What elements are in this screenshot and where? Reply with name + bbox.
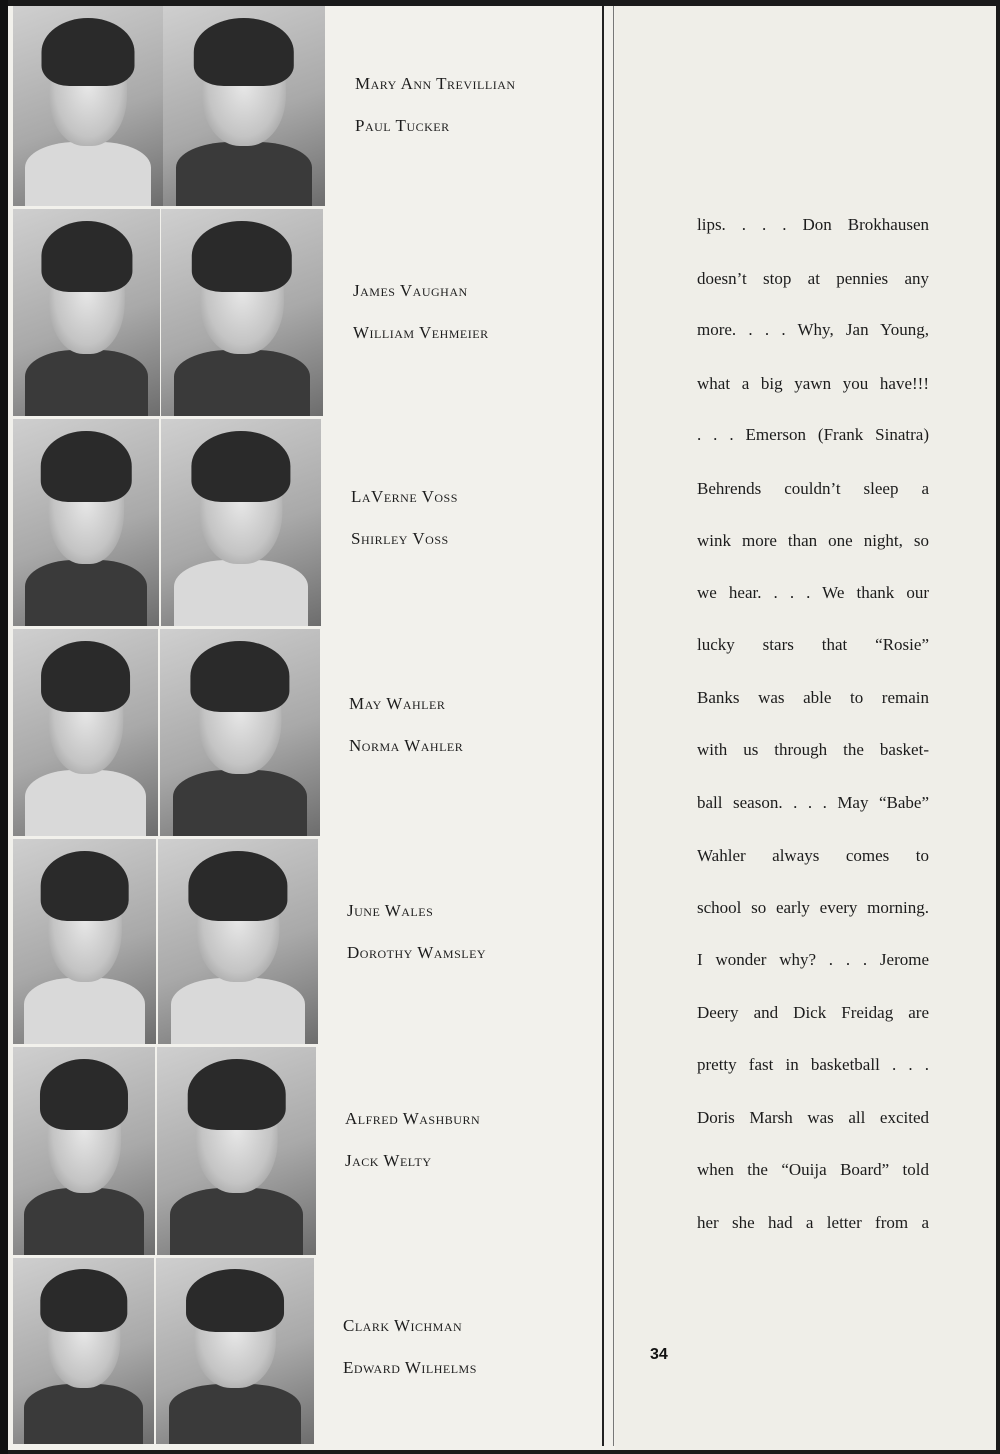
- portrait-dorothy-wamsley: [158, 839, 318, 1044]
- column-line: I wonder why? . . . Jerome: [697, 950, 929, 969]
- binding-edge: [0, 0, 8, 1454]
- column-line: Banks was able to remain: [697, 688, 929, 707]
- student-name: LaVerne Voss: [351, 487, 458, 506]
- column-line: wink more than one night, so: [697, 531, 929, 550]
- student-name: Edward Wilhelms: [343, 1358, 477, 1377]
- column-line: Deery and Dick Freidag are: [697, 1003, 929, 1022]
- student-name: Jack Welty: [345, 1151, 432, 1170]
- portrait-william-vehmeier: [161, 209, 323, 416]
- portrait-mary-ann-trevillian: [13, 6, 163, 206]
- portrait-shirley-voss: [161, 419, 321, 626]
- column-line: with us through the basket-: [697, 740, 929, 759]
- portrait-laverne-voss: [13, 419, 159, 626]
- column-line: we hear. . . . We thank our: [697, 583, 929, 602]
- page-fold: [602, 6, 604, 1446]
- student-name: Alfred Washburn: [345, 1109, 481, 1128]
- student-name: Dorothy Wamsley: [347, 943, 487, 962]
- column-line: Wahler always comes to: [697, 846, 929, 865]
- column-line: ball season. . . . May “Babe”: [697, 793, 929, 812]
- column-line: what a big yawn you have!!!: [697, 374, 929, 393]
- student-name: James Vaughan: [353, 281, 468, 300]
- portrait-paul-tucker: [163, 6, 325, 206]
- student-name: William Vehmeier: [353, 323, 489, 342]
- portrait-james-vaughan: [13, 209, 160, 416]
- portrait-june-wales: [13, 839, 156, 1044]
- column-line: her she had a letter from a: [697, 1213, 929, 1232]
- page-fold-shadow: [613, 6, 614, 1446]
- column-line: more. . . . Why, Jan Young,: [697, 320, 929, 339]
- column-line: Doris Marsh was all excited: [697, 1108, 929, 1127]
- column-line: pretty fast in basketball . . .: [697, 1055, 929, 1074]
- portrait-norma-wahler: [160, 629, 320, 836]
- page-number: 34: [650, 1346, 668, 1363]
- student-name: Mary Ann Trevillian: [355, 74, 516, 93]
- column-line: when the “Ouija Board” told: [697, 1160, 929, 1179]
- student-name: Clark Wichman: [343, 1316, 463, 1335]
- portrait-clark-wichman: [13, 1258, 154, 1444]
- portrait-may-wahler: [13, 629, 158, 836]
- column-line: . . . Emerson (Frank Sinatra): [697, 425, 929, 444]
- column-line: lips. . . . Don Brokhausen: [697, 215, 929, 234]
- student-name: June Wales: [347, 901, 434, 920]
- column-line: school so early every morning.: [697, 898, 929, 917]
- column-line: doesn’t stop at pennies any: [697, 269, 929, 288]
- portrait-grid: [8, 6, 333, 1450]
- portrait-alfred-washburn: [13, 1047, 155, 1255]
- column-line: lucky stars that “Rosie”: [697, 635, 929, 654]
- portrait-jack-welty: [157, 1047, 316, 1255]
- student-name: May Wahler: [349, 694, 446, 713]
- student-name: Paul Tucker: [355, 116, 450, 135]
- column-line: Behrends couldn’t sleep a: [697, 479, 929, 498]
- portrait-edward-wilhelms: [156, 1258, 314, 1444]
- student-name: Shirley Voss: [351, 529, 449, 548]
- student-name: Norma Wahler: [349, 736, 464, 755]
